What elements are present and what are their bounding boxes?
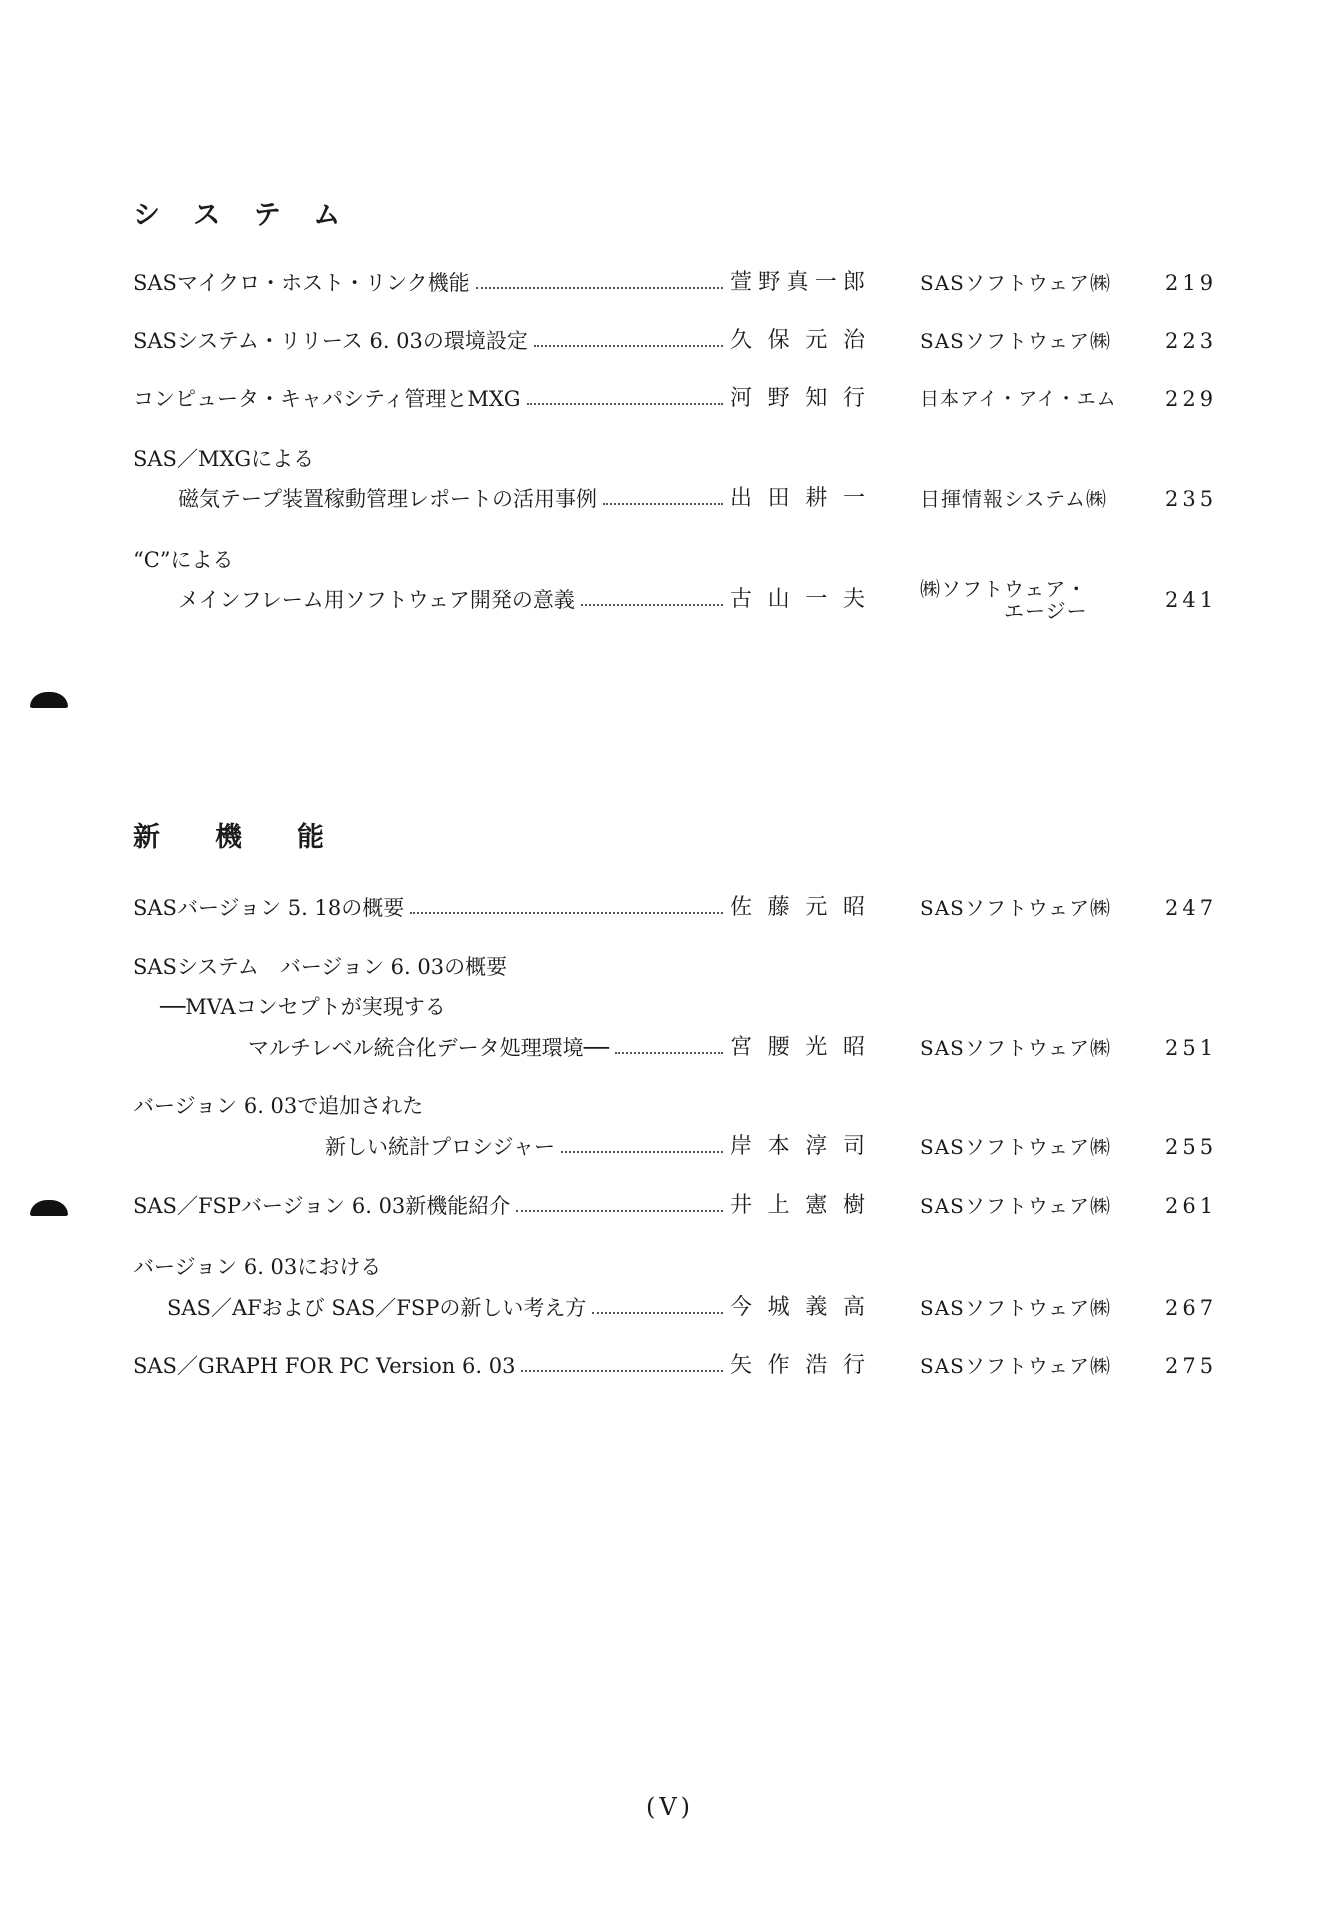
entry-page-number: 241: [1165, 588, 1218, 612]
entry-author: 矢作浩行: [730, 1353, 865, 1378]
punch-hole-bottom: [30, 1200, 68, 1216]
entry-org: SASソフトウェア㈱: [920, 1296, 1112, 1320]
entry-org: 日揮情報システム㈱: [920, 487, 1107, 511]
entry-title-prefix: SAS／MXGによる: [133, 447, 315, 471]
dot-leader: [516, 1210, 723, 1212]
entry-title-text: SASシステム・リリース 6. 03の環境設定: [133, 329, 528, 353]
entry-page-number: 219: [1165, 271, 1218, 295]
entry-author: 井上憲樹: [730, 1193, 865, 1218]
toc-entry-title: [178, 483, 723, 515]
dot-leader: [581, 604, 723, 606]
toc-entry-title: [178, 584, 723, 616]
entry-title-text: SASバージョン 5. 18の概要: [133, 896, 405, 920]
toc-entry-title: [133, 1350, 723, 1382]
entry-page-number: 223: [1165, 329, 1218, 353]
entry-author: 久保元治: [730, 328, 865, 353]
entry-author: 古山一夫: [730, 587, 865, 612]
entry-author: 萱野真一郎: [730, 270, 865, 295]
page-number-footer: (V): [645, 1793, 695, 1821]
dot-leader: [534, 345, 723, 347]
entry-org: ㈱ソフトウェア・ エージー: [920, 577, 1088, 623]
entry-title-text: コンピュータ・キャパシティ管理とMXG: [133, 387, 521, 411]
entry-author: 出田耕一: [730, 486, 865, 511]
entry-title-text: SASマイクロ・ホスト・リンク機能: [133, 271, 470, 295]
entry-title-prefix: SASシステム バージョン 6. 03の概要: [133, 955, 508, 979]
dot-leader: [615, 1052, 723, 1054]
toc-entry-title: [167, 1292, 723, 1324]
dot-leader: [410, 912, 723, 914]
entry-page-number: 255: [1165, 1135, 1218, 1159]
entry-author: 宮腰光昭: [730, 1035, 865, 1060]
entry-title-prefix: “C”による: [133, 548, 234, 572]
entry-author: 今城義高: [730, 1295, 865, 1320]
entry-org: SASソフトウェア㈱: [920, 896, 1112, 920]
dot-leader: [527, 403, 723, 405]
entry-title-prefix: バージョン 6. 03における: [133, 1255, 382, 1279]
dot-leader: [592, 1312, 723, 1314]
entry-org: SASソフトウェア㈱: [920, 1036, 1112, 1060]
entry-org: SASソフトウェア㈱: [920, 1135, 1112, 1159]
entry-page-number: 261: [1165, 1194, 1218, 1218]
entry-page-number: 235: [1165, 487, 1218, 511]
entry-page-number: 251: [1165, 1036, 1218, 1060]
entry-title-text: 磁気テープ装置稼動管理レポートの活用事例: [178, 487, 597, 511]
entry-subtitle: ──MVAコンセプトが実現する: [160, 995, 446, 1019]
toc-entry-title: [133, 325, 723, 357]
entry-author: 河野知行: [730, 386, 865, 411]
entry-title-text: マルチレベル統合化データ処理環境──: [248, 1036, 609, 1060]
toc-entry-title: [133, 892, 723, 924]
entry-org: SASソフトウェア㈱: [920, 1194, 1112, 1218]
dot-leader: [603, 503, 723, 505]
entry-page-number: 275: [1165, 1354, 1218, 1378]
entry-title-prefix: バージョン 6. 03で追加された: [133, 1094, 424, 1118]
entry-title-text: SAS／FSPバージョン 6. 03新機能紹介: [133, 1194, 511, 1218]
entry-author: 岸本淳司: [730, 1134, 865, 1159]
dot-leader: [476, 287, 723, 289]
punch-hole-top: [30, 692, 68, 708]
entry-page-number: 247: [1165, 896, 1218, 920]
entry-title-text: 新しい統計プロシジャー: [325, 1135, 556, 1159]
entry-page-number: 229: [1165, 387, 1218, 411]
section-heading-new-features: 新機能: [133, 822, 379, 853]
toc-entry-title: [133, 1190, 723, 1222]
toc-entry-title: [133, 267, 723, 299]
entry-org: SASソフトウェア㈱: [920, 1354, 1112, 1378]
toc-entry-title: [133, 383, 723, 415]
dot-leader: [521, 1370, 723, 1372]
entry-title-text: SAS／GRAPH FOR PC Version 6. 03: [133, 1354, 516, 1378]
toc-entry-title: [325, 1131, 723, 1163]
entry-title-text: SAS／AFおよび SAS／FSPの新しい考え方: [167, 1296, 587, 1320]
entry-org: SASソフトウェア㈱: [920, 271, 1112, 295]
entry-title-text: メインフレーム用ソフトウェア開発の意義: [178, 588, 575, 612]
dot-leader: [561, 1151, 723, 1153]
entry-author: 佐藤元昭: [730, 895, 865, 920]
section-heading-system: システム: [133, 200, 375, 231]
entry-org: 日本アイ・アイ・エム: [920, 388, 1117, 410]
toc-entry-title: [248, 1032, 723, 1064]
entry-page-number: 267: [1165, 1296, 1218, 1320]
entry-org: SASソフトウェア㈱: [920, 329, 1112, 353]
